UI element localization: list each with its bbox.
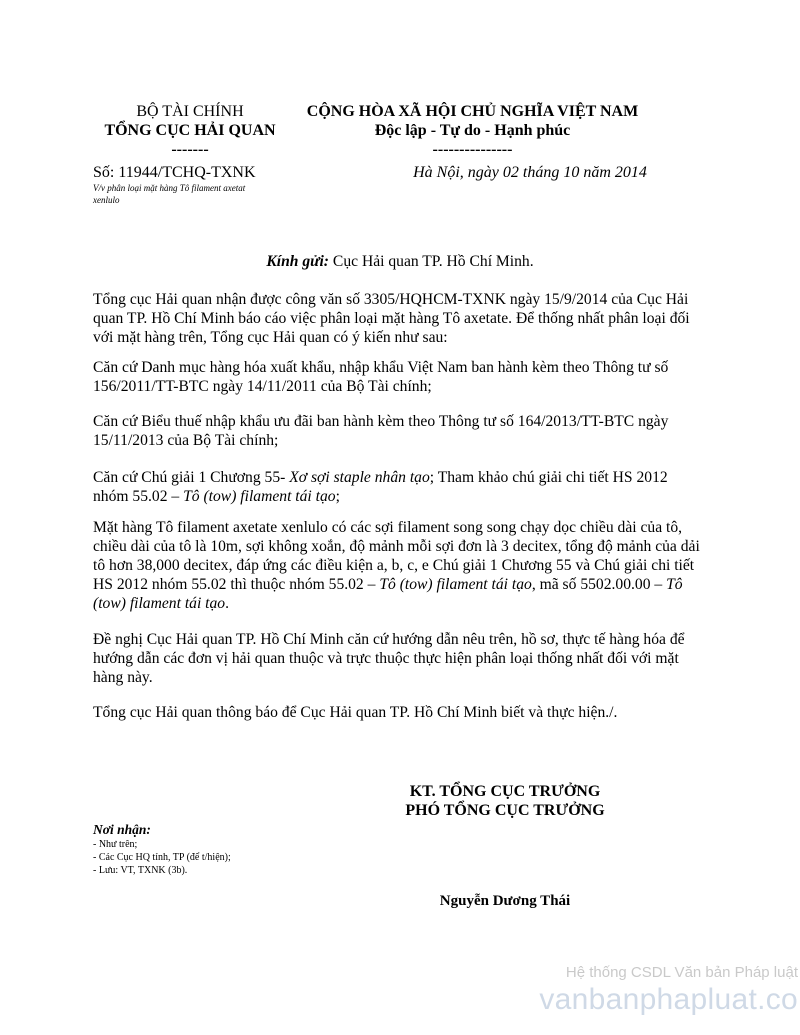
body-paragraph-2: Căn cứ Danh mục hàng hóa xuất khẩu, nhập khẩu Việt Nam ban hành kèm theo Thông tư số 156/2011/TT-BTC ngày 14/11/2011 của Bộ Tài chính; [93,359,669,395]
p4-italic-d: Tô (tow) filament tái tạo [183,488,336,505]
p5-text-c: , mã số 5502.00.00 – [531,576,667,593]
p5-text-a: Mặt hàng Tô filament axetate xenlulo có các sợi filament song song chạy dọc chiều dài của tô, chiều dài của tô là 10m, sợi không xoắn, độ mảnh mỗi sợi đơn là 3 decitex, tổng độ mảnh của dải tô hơn 38,000 decitex, đáp ứng các điều kiện a, b, c, e Chú giải 1 Chương 55 và Chú giải chi tiết HS 2012 nhóm 55.02 thì thuộc nhóm 55.02 – [93,519,700,593]
recipient-name: Cục Hải quan TP. Hồ Chí Minh. [332,253,534,270]
department-name: TỔNG CỤC HẢI QUAN [104,122,276,139]
body-paragraph-7: Tổng cục Hải quan thông báo để Cục Hải quan TP. Hồ Chí Minh biết và thực hiện./. [93,704,618,721]
country-name: CỘNG HÒA XÃ HỘI CHỦ NGHĨA VIỆT NAM [306,103,639,120]
p5-italic-b: Tô (tow) filament tái tạo [379,576,532,593]
subject-line-2: xenlulo [93,195,120,205]
signature-title-1: KT. TỔNG CỤC TRƯỞNG [409,783,601,800]
body-paragraph-1: Tổng cục Hải quan nhận được công văn số 3305/HQHCM-TXNK ngày 15/9/2014 của Cục Hải quan TP. Hồ Chí Minh báo cáo việc phân loại mặt hàng Tô axetate. Để thống nhất phân loại đối với mặt hàng trên, Tổng cục Hải quan có ý kiến như sau: [93,291,690,346]
ministry-name: BỘ TÀI CHÍNH [136,103,244,120]
signature-block [380,782,630,820]
recipients-title: Nơi nhận: [93,822,151,837]
document-subject [93,182,293,206]
body-paragraph-6: Đề nghị Cục Hải quan TP. Hồ Chí Minh căn cứ hướng dẫn nêu trên, hồ sơ, thực tế hàng hóa để hướng dẫn các đơn vị hải quan thuộc và trực thuộc thực hiện phân loại thống nhất đối với mặt hàng này. [93,631,685,686]
signer-name: Nguyễn Dương Thái [439,893,571,909]
recipient-label: Kính gửi: [266,253,330,270]
body-paragraph-3: Căn cứ Biểu thuế nhập khẩu ưu đãi ban hành kèm theo Thông tư số 164/2013/TT-BTC ngày 15/11/2013 của Bộ Tài chính; [93,413,669,449]
p4-text-c: ; Tham khảo chú giải chi tiết HS 2012 nhóm 55.02 – [93,469,668,505]
right-separator: --------------- [432,141,513,158]
p4-italic-b: Xơ sợi staple nhân tạo [289,469,430,486]
header-left [95,102,285,159]
national-motto: Độc lập - Tự do - Hạnh phúc [374,122,571,139]
recipient-item: - Lưu: VT, TXNK (3b). [93,865,188,876]
signature-title-2: PHÓ TỔNG CỤC TRƯỞNG [405,802,605,819]
left-separator: ------- [171,141,209,158]
p4-text-e: ; [335,488,340,505]
recipient-line [0,252,800,271]
body-paragraph-5 [93,518,705,613]
recipients-list [93,822,353,877]
p4-text-a: Căn cứ Chú giải 1 Chương 55- [93,469,290,486]
watermark-domain: vanbanphapluat.co [539,983,798,1016]
p5-italic-d: Tô (tow) filament tái tạo [93,576,683,612]
recipient-item: - Các Cục HQ tỉnh, TP (để t/hiện); [93,852,231,863]
header-right [300,102,645,159]
watermark-caption: Hệ thống CSDL Văn bản Pháp luật [565,964,798,981]
subject-line-1: V/v phân loại mặt hàng Tô filament axetat [93,183,246,193]
document-number: Số: 11944/TCHQ-TXNK [93,164,256,181]
place-date: Hà Nội, ngày 02 tháng 10 năm 2014 [413,164,647,181]
body-paragraph-4 [93,468,705,506]
p5-text-e: . [225,595,230,612]
recipient-item: - Như trên; [93,839,138,850]
